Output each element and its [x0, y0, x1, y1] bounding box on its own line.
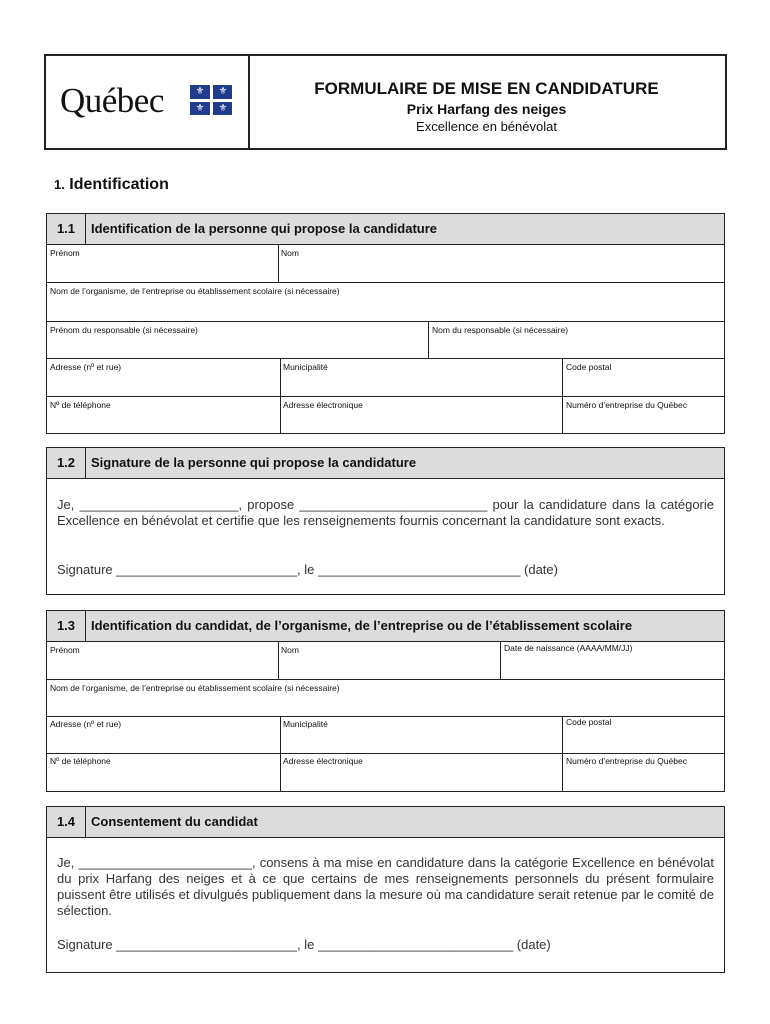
- candidate-code-postal-label: Code postal: [566, 717, 612, 727]
- candidate-neq-label: Numéro d’entreprise du Québec: [566, 756, 687, 766]
- section-1-1-header: [47, 214, 724, 245]
- quebec-logo: [46, 56, 250, 148]
- section-1-4-header: [47, 807, 724, 838]
- field-prenom-responsable-label: Prénom du responsable (si nécessaire): [50, 325, 198, 335]
- proposer-signature-line: Signature _________________________, le ____________________________ (date): [57, 562, 558, 577]
- candidate-consent-text: Je, ________________________, consens à ma mise en candidature dans la catégorie Excellence en bénévolat du prix Harfang des neiges et à ce que certains de mes renseignements personnels du présent formulaire puissent être utilisés et divulgués publiquement dans la mesure où ma candidature serait retenue par le comité de sélection.: [57, 855, 714, 918]
- field-neq-label: Numéro d’entreprise du Québec: [566, 400, 687, 410]
- section-1-1-title: Identification de la personne qui propose la candidature: [91, 221, 437, 236]
- field-telephone-label: Nº de téléphone: [50, 400, 111, 410]
- section-1-4-number: 1.4: [47, 807, 86, 837]
- section-1-2: [46, 447, 725, 595]
- section-1-3-header: [47, 611, 724, 642]
- field-municipalite-label: Municipalité: [283, 362, 328, 372]
- prize-category: Excellence en bénévolat: [416, 119, 557, 134]
- candidate-municipalite-label: Municipalité: [283, 719, 328, 729]
- section-1-1-number: 1.1: [47, 214, 86, 244]
- section-1-3-number: 1.3: [47, 611, 86, 641]
- section-1-3: [46, 610, 725, 792]
- candidate-organisme-label: Nom de l’organisme, de l’entreprise ou établissement scolaire (si nécessaire): [50, 683, 340, 693]
- form-header: [44, 54, 727, 150]
- section-1-2-header: [47, 448, 724, 479]
- section-title: Identification: [69, 176, 169, 193]
- header-title-block: [248, 56, 725, 148]
- candidate-adresse-label: Adresse (nº et rue): [50, 719, 122, 729]
- section-number: 1.: [54, 177, 65, 192]
- candidate-telephone-label: Nº de téléphone: [50, 756, 111, 766]
- section-1-2-title: Signature de la personne qui propose la candidature: [91, 455, 417, 470]
- field-nom-label: Nom: [281, 248, 299, 258]
- prize-name: Prix Harfang des neiges: [406, 101, 567, 117]
- form-title: FORMULAIRE DE MISE EN CANDIDATURE: [314, 79, 659, 98]
- section-1-1: [46, 213, 725, 434]
- candidate-naissance-label: Date de naissance (AAAA/MM/JJ): [504, 643, 633, 653]
- section-1-3-title: Identification du candidat, de l’organisme, de l’entreprise ou de l’établissement scolaire: [91, 618, 633, 633]
- candidate-courriel-label: Adresse électronique: [283, 756, 363, 766]
- fleurdelise-flag-icon: ⚜ ⚜ ⚜ ⚜: [190, 85, 232, 115]
- field-courriel-label: Adresse électronique: [283, 400, 363, 410]
- candidate-signature-line: Signature _________________________, le ___________________________ (date): [57, 937, 551, 952]
- candidate-nom-label: Nom: [281, 645, 299, 655]
- candidate-prenom-label: Prénom: [50, 645, 80, 655]
- section-1-4-title: Consentement du candidat: [91, 814, 258, 829]
- section-1-4: [46, 806, 725, 973]
- field-nom-responsable-label: Nom du responsable (si nécessaire): [432, 325, 569, 335]
- field-adresse-label: Adresse (nº et rue): [50, 362, 122, 372]
- logo-text: Québec: [60, 81, 164, 120]
- field-prenom-label: Prénom: [50, 248, 80, 258]
- section-1-2-number: 1.2: [47, 448, 86, 478]
- proposer-declaration: Je, ______________________, propose __________________________ pour la candidature dans la catégorie Excellence en bénévolat et certifie que les renseignements fournis concernant la candidature sont exacts.: [57, 497, 714, 528]
- section-heading: [54, 176, 169, 194]
- field-code-postal-label: Code postal: [566, 362, 612, 372]
- field-organisme-label: Nom de l’organisme, de l’entreprise ou établissement scolaire (si nécessaire): [50, 286, 340, 296]
